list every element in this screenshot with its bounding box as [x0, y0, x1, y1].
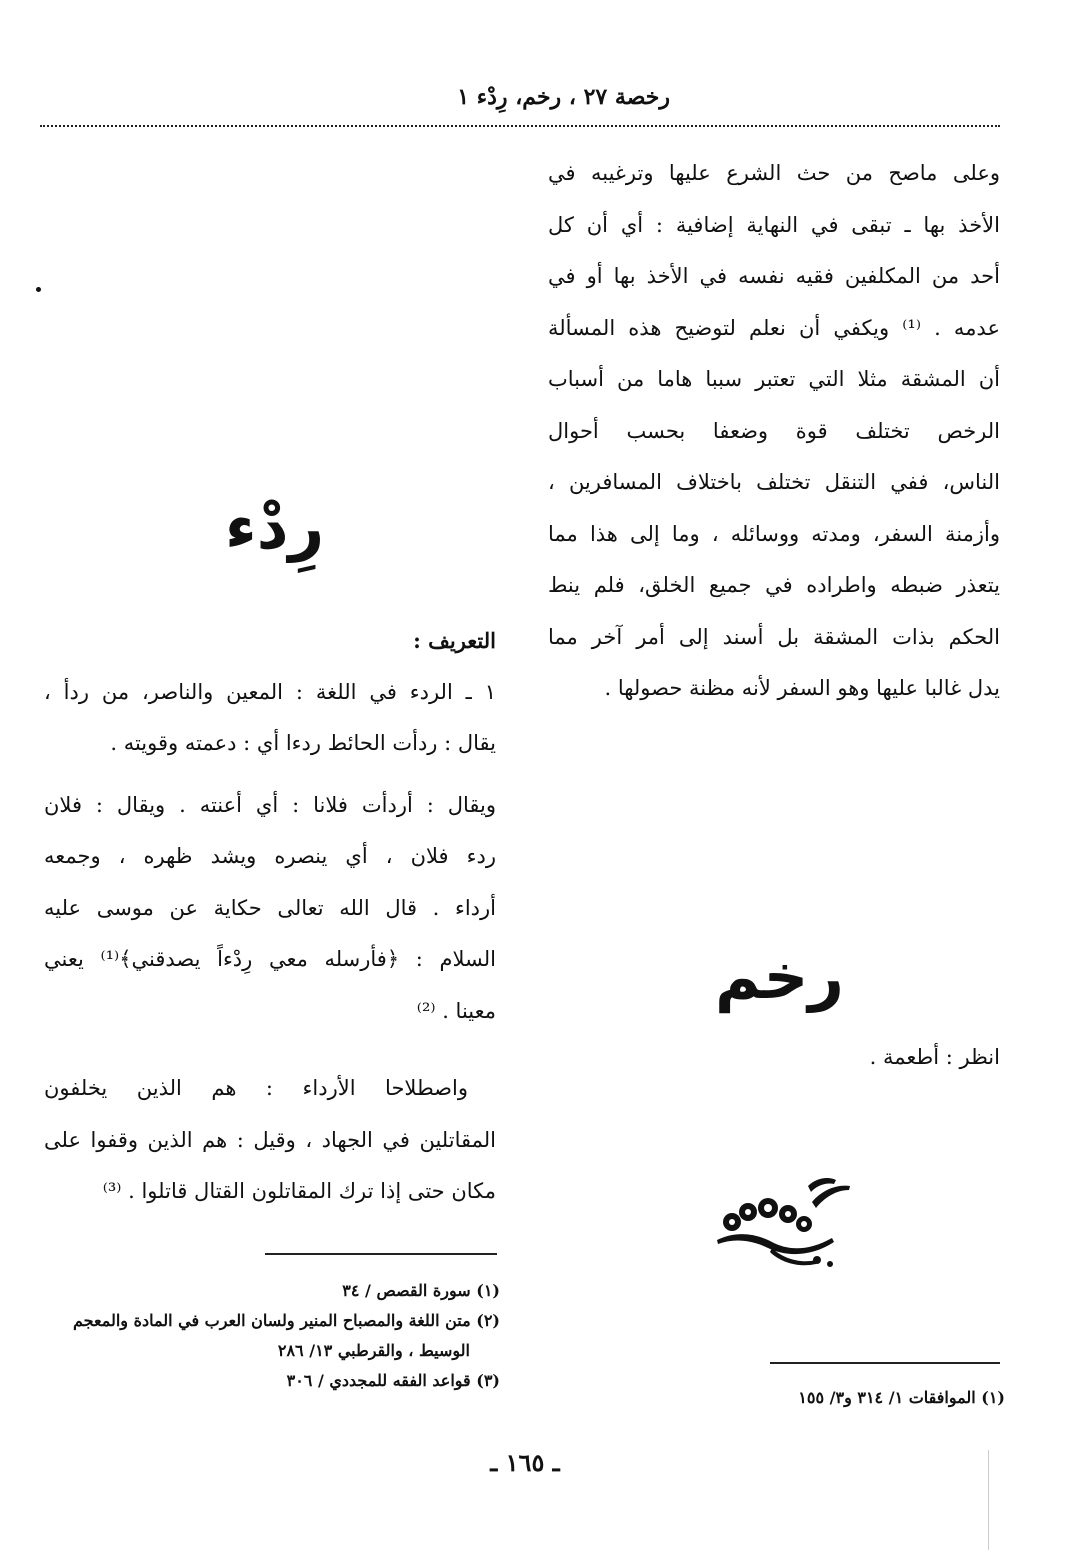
entry-title-rakham: رخم — [715, 940, 844, 1013]
entry-title-rida: رِدْء — [225, 490, 325, 563]
text-line: وعلى ماصح من حث الشرع عليها وترغيبه في — [548, 161, 1000, 185]
text-line: الأخذ بها ـ تبقى في النهاية إضافية : أي أن كل — [548, 212, 1000, 237]
running-header: رخصة ٢٧ ، رخم، رِدْء ١ — [457, 84, 670, 110]
rida-entry-body — [44, 615, 496, 1218]
footnote-item: (١) الموافقات ١/ ٣١٤ و٣/ ١٥٥ — [798, 1388, 1005, 1407]
right-column-text — [548, 148, 1000, 715]
text-line: أرداء . قال الله تعالى حكاية عن موسى عليه — [44, 895, 496, 920]
text-line: الرخص تختلف قوة وضعفا بحسب أحوال — [548, 418, 1000, 443]
text-line: الحكم بذات المشقة بل أسند إلى أمر آخر مما — [548, 624, 1000, 649]
header-dotted-rule — [40, 125, 1000, 127]
text-line: وأزمنة السفر، ومدته ووسائله ، وما إلى هذا مما — [548, 521, 1000, 546]
text-line: ويقال : أردأت فلانا : أي أعنته . ويقال : فلان — [44, 792, 496, 817]
page-number: ـ ١٦٥ ـ — [490, 1448, 560, 1477]
text-line: عدمه . ⁽¹⁾ ويكفي أن نعلم لتوضيح هذه المسألة — [548, 315, 1000, 340]
footnote-item: (١) سورة القصص / ٣٤ — [342, 1281, 500, 1300]
footnote-rule-right — [770, 1362, 1000, 1364]
text-line: يدل غالبا عليها وهو السفر لأنه مظنة حصولها . — [604, 676, 1000, 700]
footnote-item: (٣) قواعد الفقه للمجددي / ٣٠٦ — [286, 1371, 500, 1390]
floral-ornament-icon — [712, 1172, 852, 1272]
text-line: أحد من المكلفين فقيه نفسه في الأخذ بها أو في — [548, 264, 1000, 288]
footnote-item: الوسيط ، والقرطبي ١٣/ ٢٨٦ — [277, 1341, 470, 1360]
footnote-item: (٢) متن اللغة والمصباح المنير ولسان العرب في المادة والمعجم — [73, 1311, 500, 1330]
text-line: معينا . ⁽²⁾ — [416, 998, 496, 1023]
text-line: الناس، ففي التنقل تختلف باختلاف المسافرين ، — [548, 470, 1000, 494]
text-line: واصطلاحا الأرداء : هم الذين يخلفون — [44, 1076, 468, 1100]
text-line: المقاتلين في الجهاد ، وقيل : هم الذين وقفوا على — [44, 1127, 496, 1152]
scan-edge-line — [988, 1450, 989, 1550]
text-line: يقال : ردأت الحائط ردءا أي : دعمته وقويته . — [110, 731, 496, 755]
text-line: مكان حتى إذا ترك المقاتلون القتال قاتلوا . ⁽³⁾ — [102, 1179, 496, 1203]
definition-heading: التعريف : — [413, 628, 496, 653]
scan-speck — [36, 287, 41, 292]
footnotes-left — [40, 1276, 500, 1396]
see-also-reference: انظر : أطعمة . — [869, 1045, 1000, 1069]
footnotes-right — [720, 1383, 1005, 1413]
text-line: أن المشقة مثلا التي تعتبر سببا هاما من أسباب — [548, 367, 1000, 391]
text-line: يتعذر ضبطه واطراده في جميع الخلق، فلم ينط — [548, 573, 1000, 597]
text-line: ١ ـ الردء في اللغة : المعين والناصر، من ردأ ، — [44, 679, 496, 704]
text-line: السلام : ﴿فأرسله معي رِدْءاً يصدقني﴾⁽¹⁾ يعني — [44, 947, 496, 971]
footnote-rule-left — [265, 1253, 497, 1255]
text-line: ردء فلان ، أي ينصره ويشد ظهره ، وجمعه — [44, 844, 496, 868]
